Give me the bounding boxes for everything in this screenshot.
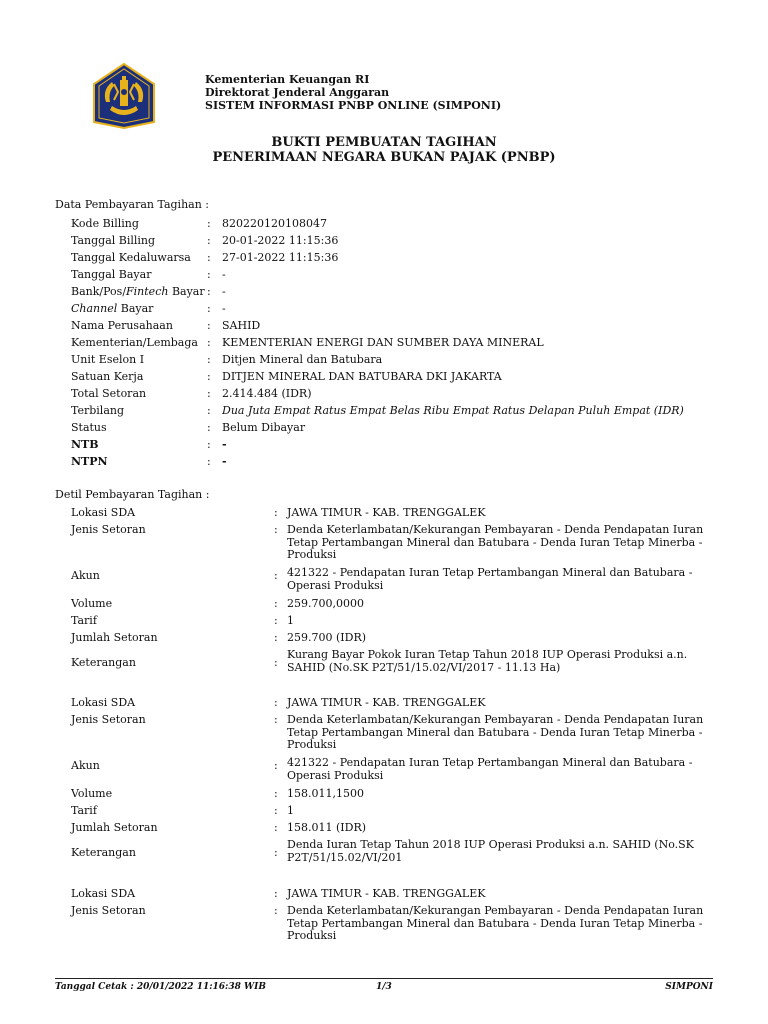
footer-page-number: 1/3: [376, 982, 392, 992]
field-value: 20-01-2022 11:15:36: [222, 234, 339, 247]
detail-block: [71, 507, 721, 679]
header-directorate: Direktorat Jenderal Anggaran: [205, 86, 390, 99]
tarif-value: 1: [287, 804, 294, 817]
detail-block: [71, 888, 721, 948]
field-label: Status: [71, 421, 107, 434]
tarif-value: 1: [287, 614, 294, 627]
field-label: Satuan Kerja: [71, 370, 144, 383]
institution-header: [205, 73, 501, 112]
footer-divider: [55, 978, 713, 979]
field-label: Unit Eselon I: [71, 353, 145, 366]
detail-row-jenis: Jenis Setoran : Denda Keterlambatan/Kekurangan Pembayaran - Denda Pendapatan Iuran Tetap Pertambangan Mineral dan Batubara - Denda Iuran Tetap Minerba - Produksi: [71, 524, 721, 567]
field-value: 27-01-2022 11:15:36: [222, 251, 339, 264]
lokasi-value: JAWA TIMUR - KAB. TRENGGALEK: [287, 506, 486, 519]
lokasi-value: JAWA TIMUR - KAB. TRENGGALEK: [287, 696, 486, 709]
keterangan-value: Denda Iuran Tetap Tahun 2018 IUP Operasi Produksi a.n. SAHID (No.SK P2T/51/15.02/VI/201: [287, 838, 694, 864]
detail-row-keterangan: Keterangan : Kurang Bayar Pokok Iuran Tetap Tahun 2018 IUP Operasi Produksi a.n. SAHID (No.SK P2T/51/15.02/VI/2017 - 11.13 Ha): [71, 649, 721, 679]
footer-print-date: Tanggal Cetak : 20/01/2022 11:16:38 WIB: [55, 982, 266, 992]
kemenkeu-logo: [92, 62, 156, 130]
field-value: DITJEN MINERAL DAN BATUBARA DKI JAKARTA: [222, 370, 502, 383]
detail-row-volume: Volume : 259.700,0000: [71, 598, 721, 615]
jenis-value: Denda Keterlambatan/Kekurangan Pembayaran - Denda Pendapatan Iuran Tetap Pertambangan Mineral dan Batubara - Denda Iuran Tetap Minerba - Produksi: [287, 713, 704, 751]
detail-row-jumlah: Jumlah Setoran : 259.700 (IDR): [71, 632, 721, 649]
field-value: 820220120108047: [222, 217, 327, 230]
lokasi-value: JAWA TIMUR - KAB. TRENGGALEK: [287, 887, 486, 900]
field-label: Kode Billing: [71, 217, 139, 230]
header-system: SISTEM INFORMASI PNBP ONLINE (SIMPONI): [205, 99, 502, 112]
field-value: Dua Juta Empat Ratus Empat Belas Ribu Empat Ratus Delapan Puluh Empat (IDR): [222, 404, 684, 417]
field-label: NTPN: [71, 455, 108, 468]
field-value: -: [222, 455, 227, 468]
volume-value: 158.011,1500: [287, 787, 364, 800]
field-label: Channel Bayar: [71, 302, 154, 315]
header-ministry: Kementerian Keuangan RI: [205, 73, 370, 86]
jumlah-value: 259.700 (IDR): [287, 631, 367, 644]
jenis-value: Denda Keterlambatan/Kekurangan Pembayaran - Denda Pendapatan Iuran Tetap Pertambangan Mineral dan Batubara - Denda Iuran Tetap Minerba - Produksi: [287, 904, 704, 942]
field-label: Tanggal Kedaluwarsa: [71, 251, 191, 264]
detail-row-jumlah: Jumlah Setoran : 158.011 (IDR): [71, 822, 721, 839]
detail-section-label: Detil Pembayaran Tagihan :: [55, 488, 210, 501]
field-value: SAHID: [222, 319, 261, 332]
field-value: -: [222, 285, 226, 298]
detail-row-akun: Akun : 421322 - Pendapatan Iuran Tetap Pertambangan Mineral dan Batubara - Operasi Produksi: [71, 567, 721, 598]
detail-row-jenis: Jenis Setoran : Denda Keterlambatan/Kekurangan Pembayaran - Denda Pendapatan Iuran Tetap Pertambangan Mineral dan Batubara - Denda Iuran Tetap Minerba - Produksi: [71, 714, 721, 757]
document-title: [0, 135, 768, 165]
keterangan-value: Kurang Bayar Pokok Iuran Tetap Tahun 2018 IUP Operasi Produksi a.n. SAHID (No.SK P2T/51/15.02/VI/2017 - 11.13 Ha): [287, 648, 688, 674]
title-line-2: PENERIMAAN NEGARA BUKAN PAJAK (PNBP): [212, 150, 556, 165]
field-value: 2.414.484 (IDR): [222, 387, 312, 400]
field-label: Tanggal Billing: [71, 234, 156, 247]
field-value: -: [222, 268, 226, 281]
detail-row-jenis: Jenis Setoran : Denda Keterlambatan/Kekurangan Pembayaran - Denda Pendapatan Iuran Tetap Pertambangan Mineral dan Batubara - Denda Iuran Tetap Minerba - Produksi: [71, 905, 721, 948]
field-value: -: [222, 438, 227, 451]
akun-value: 421322 - Pendapatan Iuran Tetap Pertambangan Mineral dan Batubara - Operasi Produksi: [287, 566, 693, 592]
field-label: Total Setoran: [71, 387, 147, 400]
field-value: -: [222, 302, 226, 315]
detail-row-keterangan: Keterangan : Denda Iuran Tetap Tahun 2018 IUP Operasi Produksi a.n. SAHID (No.SK P2T/51/15.02/VI/201: [71, 839, 721, 869]
detail-row-tarif: Tarif : 1: [71, 615, 721, 632]
field-value: Ditjen Mineral dan Batubara: [222, 353, 383, 366]
payment-section-label: Data Pembayaran Tagihan :: [55, 198, 209, 211]
detail-row-tarif: Tarif : 1: [71, 805, 721, 822]
detail-row-akun: Akun : 421322 - Pendapatan Iuran Tetap Pertambangan Mineral dan Batubara - Operasi Produksi: [71, 757, 721, 788]
detail-row-lokasi: Lokasi SDA : JAWA TIMUR - KAB. TRENGGALEK: [71, 507, 721, 524]
akun-value: 421322 - Pendapatan Iuran Tetap Pertambangan Mineral dan Batubara - Operasi Produksi: [287, 756, 693, 782]
field-label: Bank/Pos/Fintech Bayar: [71, 285, 205, 298]
status-value: Belum Dibayar: [222, 421, 306, 434]
detail-row-lokasi: Lokasi SDA : JAWA TIMUR - KAB. TRENGGALEK: [71, 888, 721, 905]
jenis-value: Denda Keterlambatan/Kekurangan Pembayaran - Denda Pendapatan Iuran Tetap Pertambangan Mineral dan Batubara - Denda Iuran Tetap Minerba - Produksi: [287, 523, 704, 561]
detail-block: [71, 697, 721, 869]
field-label: Nama Perusahaan: [71, 319, 173, 332]
footer-brand: SIMPONI: [665, 982, 713, 992]
jumlah-value: 158.011 (IDR): [287, 821, 367, 834]
detail-row-lokasi: Lokasi SDA : JAWA TIMUR - KAB. TRENGGALEK: [71, 697, 721, 714]
detail-row-volume: Volume : 158.011,1500: [71, 788, 721, 805]
field-label: NTB: [71, 438, 99, 451]
volume-value: 259.700,0000: [287, 597, 364, 610]
field-label: Tanggal Bayar: [71, 268, 152, 281]
title-line-1: BUKTI PEMBUATAN TAGIHAN: [271, 135, 497, 150]
field-value: KEMENTERIAN ENERGI DAN SUMBER DAYA MINERAL: [222, 336, 544, 349]
field-label: Kementerian/Lembaga: [71, 336, 198, 349]
field-label: Terbilang: [71, 404, 125, 417]
